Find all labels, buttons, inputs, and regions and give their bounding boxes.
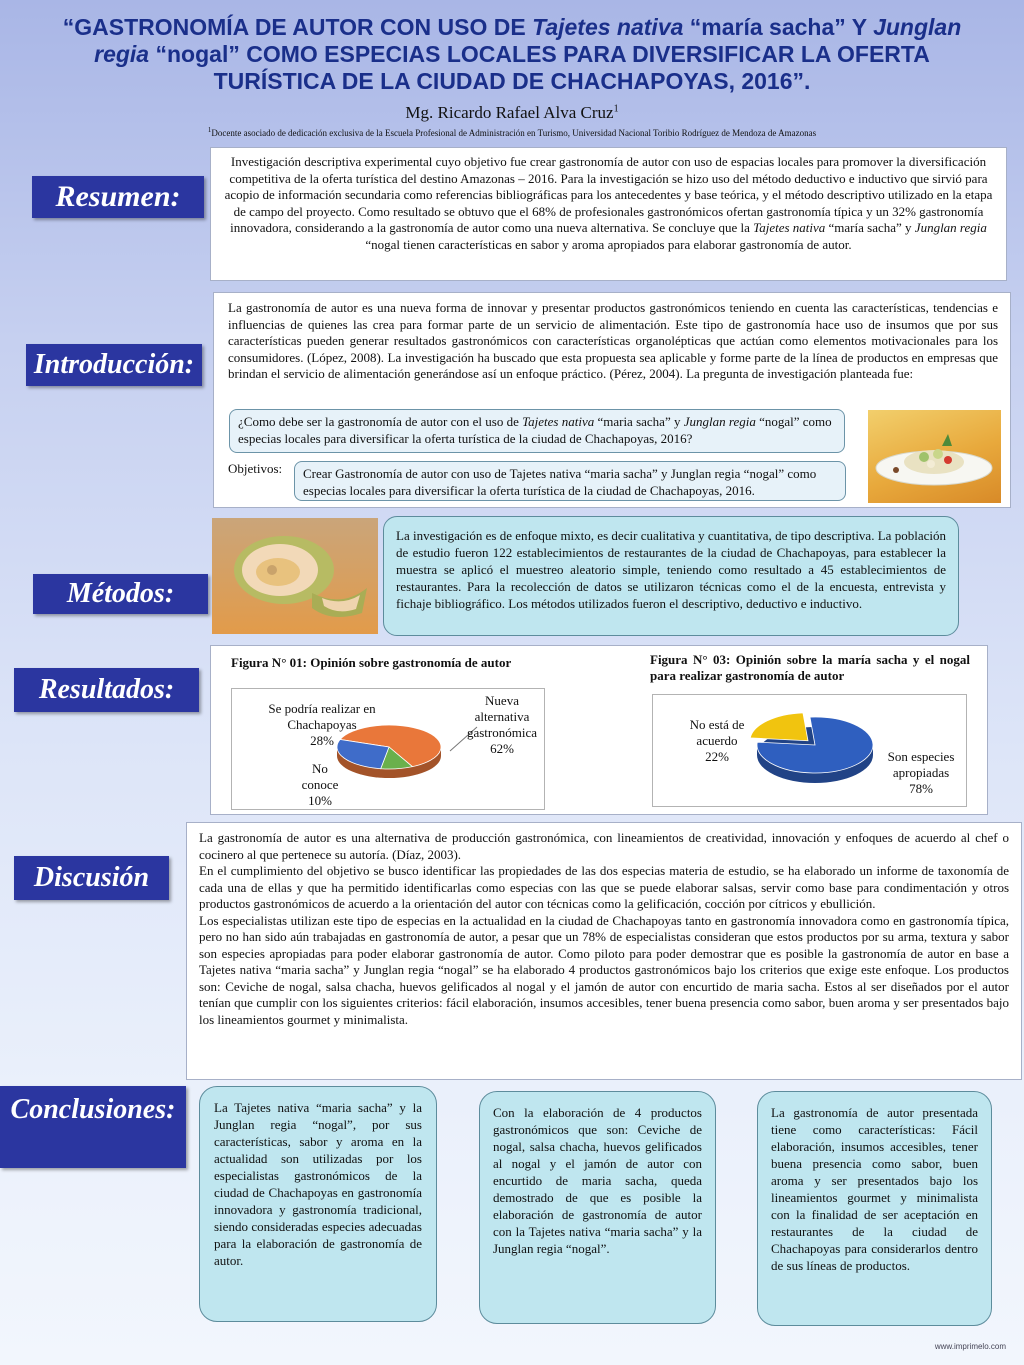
section-label-conclusiones: Conclusiones: — [0, 1086, 186, 1168]
figure-1-label-nueva-alternativa: Nueva alternativa gastronómica 62% — [466, 693, 538, 756]
affiliation: $^1$Docente asociado de dedicación exclusiva de la Escuela Profesional de Administración en Turismo, Universidad Nacional Toribio Rodríguez de Mendoza de Amazonas — [207, 126, 817, 138]
figure-1-label-no-conoce: No conoce 10% — [301, 761, 339, 808]
research-question: ¿Como debe ser la gastronomía de autor con el uso de Tajetes nativa “maria sacha” y Junglan regia “nogal” como especias locales para diversificar la oferta turística de la ciudad de Chachapoyas, 2016? — [229, 409, 845, 453]
stuffed-roll-icon — [212, 518, 378, 634]
discusion-box: La gastronomía de autor es una alternativa de producción gastronómica, con lineamientos de creatividad, innovación y enfoques de acuerdo al chef o cocinero al que pertenece su autoría. (Díaz, 2003). En el cumplimiento del objetivo se busco identificar las propiedades de las dos especias materia de estudio, se ha elaborado un informe de taxonomía de cada una de ellas y que ha permitido identificarlas como especias con las que se puede elaborar salsas, servir como base para condimentación y otros productos gastronómicos de acuerdo a la orientación del autor con técnicas como la gelificación, cocción por cítricos y ebullición. Los especialistas utilizan este tipo de especias en la actualidad en la ciudad de Chachapoyas tanto en gastronomía innovadora como en gastronomía típica, pero no han sido aún trabajadas en gastronomía de autor, a pesar que un 78% de especialistas consideran que estos productos por su arma, textura y sabor son especies apropiadas para poder elaborar gastronomía de autor. Como piloto para poder demostrar que es posible la gastronomía de autor en base a Tajetes nativa “maria sacha” y Junglan regia “nogal” se ha elaborado 4 productos gastronómicos bajo los criterios que exige este enfoque. Los productos son: Ceviche de nogal, salsa chacha, huevos gelificados al nogal y el jamón de autor con encurtido de maria sacha. Estos al ser diseñados por el autor tenían que cumplir con los siguientes criterios: fácil elaboración, insumos accesibles, tener buena presencia como sabor, buen aroma y ser presentados bajo los lineamientos gourmet y minimalista. — [186, 822, 1022, 1080]
section-label-discusion: Discusión — [14, 856, 169, 900]
figure-3-title: Figura N° 03: Opinión sobre la maría sacha y el nogal para realizar gastronomía de autor — [650, 652, 970, 683]
objetivo-box: Crear Gastronomía de autor con uso de Tajetes nativa “maria sacha” y Junglan regia “nogal” como especias locales para diversificar la oferta turística de la ciudad de Chachapoyas, 2016. — [294, 461, 846, 501]
figure-3-chart — [652, 694, 967, 807]
footer-website: www.imprimelo.com — [934, 1342, 1006, 1351]
roll-photo — [212, 518, 378, 634]
author-name: Mg. Ricardo Rafael Alva Cruz$^1$ — [405, 103, 619, 122]
poster-title: “GASTRONOMÍA DE AUTOR CON USO DE Tajetes nativa “maría sacha” Y Junglan regia “nogal” COMO ESPECIAS LOCALES PARA DIVERSIFICAR LA OFERTA TURÍSTICA DE LA CIUDAD DE CHACHAPOYAS, 2016”. — [62, 14, 962, 94]
objetivos-label: Objetivos: — [228, 461, 283, 476]
conclusion-1: La Tajetes nativa “maria sacha” y la Junglan regia “nogal”, por sus características, sabor y aroma en la actualidad son utilizadas por los especialistas gastronómicos de la ciudad de Chachapoyas en gastronomía innovadora y gastronomía tradicional, siendo consideradas especies adecuadas para la elaboración de gastronomía de autor. — [199, 1086, 437, 1322]
figure-1-chart — [231, 688, 545, 810]
section-label-metodos: Métodos: — [33, 574, 208, 614]
introduccion-box — [213, 292, 1011, 508]
section-label-introduccion: Introducción: — [26, 344, 202, 386]
figure-1-label-chachapoyas: Se podría realizar en Chachapoyas 28% — [268, 701, 376, 748]
resultados-box — [210, 645, 988, 815]
figure-3-label-especies-apropiadas: Son especies apropiadas 78% — [887, 749, 955, 796]
section-label-resultados: Resultados: — [14, 668, 199, 712]
resumen-box: Investigación descriptiva experimental cuyo objetivo fue crear gastronomía de autor con uso de espacias locales para promover la diversificación competitiva de la oferta turística del destino Amazonas – 2016. Para la investigación se hizo uso del método deductivo e inductivo que sirvió para acopio de información secundaria como referencias bibliográficas para los antecedentes y base teórica, y el método descriptivo utilizado en la etapa de campo del proyecto. Como resultado se obtuvo que el 68% de profesionales gastronómicos ofertan gastronomía típica y un 32% gastronomía innovadora, considerando a la gastronomía de autor como una nueva alternativa. Se concluye que la Tajetes nativa “maría sacha” y Junglan regia “nogal tienen características en sabor y aroma apropiados para elaborar gastronomía de autor. — [210, 147, 1007, 281]
section-label-resumen: Resumen: — [32, 176, 204, 218]
figure-3-label-no-de-acuerdo: No está de acuerdo 22% — [689, 717, 745, 764]
introduccion-text: La gastronomía de autor es una nueva forma de innovar y presentar productos gastronómicos teniendo en cuenta las características, tendencias e influencias de quienes las crea para formar parte de un servicio de alimentación. Este tipo de gastronomía hace uso de insumos que por sus características pueden generar resultados gastronómicos con características organolépticas que actúan como elementos motivacionales para los consumidores. (López, 2008). La investigación ha buscado que esta propuesta sea aplicable y forme parte de la línea de productos en empresas que brindan el servicio de alimentación generándose así un enfoque práctico. (Pérez, 2004). La pregunta de investigación planteada fue: — [228, 300, 998, 381]
conclusion-3: La gastronomía de autor presentada tiene como características: Fácil elaboración, insumos accesibles, tener buena presencia como sabor, buen aroma y ser presentados bajo los lineamientos gourmet y minimalista con la finalidad de ser aceptación en restaurantes de la ciudad de Chachapoyas para considerarlos dentro de sus líneas de productos. — [757, 1091, 992, 1326]
dish-photo — [868, 410, 1001, 503]
metodos-box: La investigación es de enfoque mixto, es decir cualitativa y cuantitativa, de tipo descriptiva. La población de estudio fueron 122 establecimientos de restaurantes de la ciudad de Chachapoyas, para establecer la muestra se aplicó el muestreo aleatorio simple, teniendo como resultado a 45 establecimientos de restaurantes. Para la recolección de datos se utilizaron técnicas como el de la encuesta, entrevista y fichaje bibliográfico. Los métodos utilizados fueron el descriptivo, deductivo e inductivo. — [383, 516, 959, 636]
figure-1-title: Figura N° 01: Opinión sobre gastronomía de autor — [231, 655, 512, 670]
conclusion-2: Con la elaboración de 4 productos gastronómicos que son: Ceviche de nogal, salsa chacha, huevos gelificados al nogal y el jamón de autor con encurtido de maria sacha, queda demostrado de que es posible la elaboración de gastronomía de autor con la Tajetes nativa “maria sacha” y la Junglan regia “nogal”. — [479, 1091, 716, 1324]
plated-dish-icon — [868, 410, 1001, 503]
